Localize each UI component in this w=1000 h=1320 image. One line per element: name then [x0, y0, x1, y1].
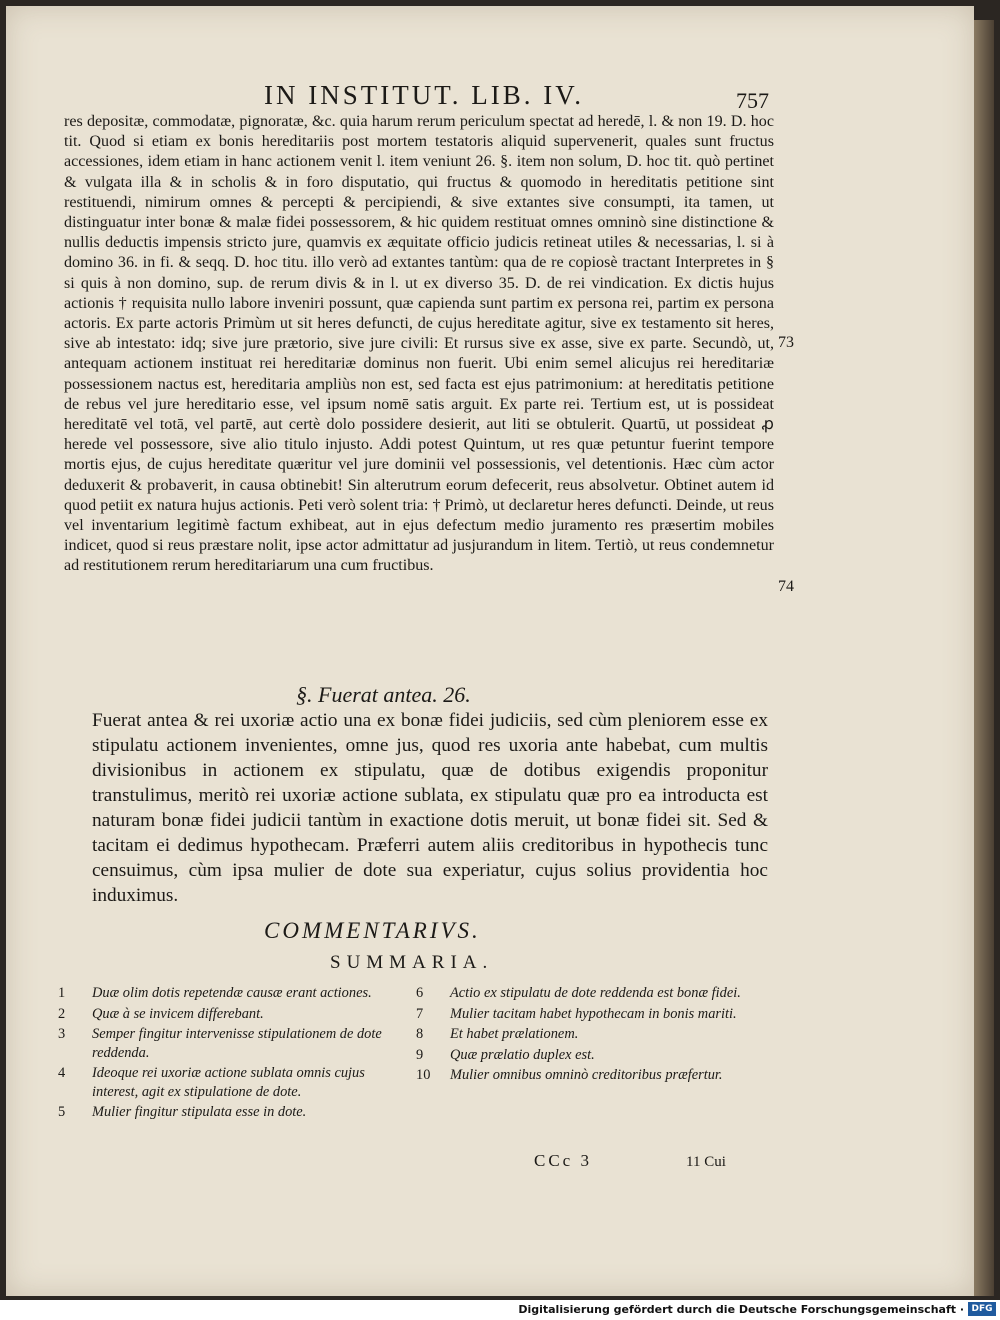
page-content: [6, 6, 974, 1296]
summaria-item: [58, 1025, 403, 1062]
commentary-text: res depositæ, commodatæ, pignoratæ, &c. quia harum rerum periculum spectat ad heredē, l. & non 19. D. hoc tit. Quod si etiam ex bonis hereditariis post mortem testatoris aliquid supervenerit, quales sunt fructus accessiones, idem etiam in hanc actionem venit l. item veniunt 26. §. item non solum, D. hoc tit. quò pertinet & vulgata illa & in scholis & in foro disputatio, qui fructus & quomodo in hereditatis petitione sint restituendi, nimirum omnes & percepti & percipiendi, & sive extantes sive consumpti, ita tamen, ut distinguatur inter bonæ & malæ fidei possessorem, & hic quidem restituat omnes omninò sine distinctione & nullis deductis impensis stricto jure, quamvis ex æquitate officio judicis retineat utiles & necessarias, l. si à domino 36. in fi. & seqq. D. hoc titu. illo verò ad extantes tantùm: qua de re copiosè tractant Interpretes in § si quis à non domino, sup. de rerum divis & in l. ut ex diverso 35. D. de rei vindication. Ex dictis hujus actionis † requisita nullo labore inveniri possunt, quæ capienda sunt partim ex persona rei, partim ex persona actoris. Ex parte actoris Primùm ut sit heres defuncti, de cujus hereditate agitur, sive ex testamento sit heres, sive ab intestato: idq; sive jure prætorio, sive jure civili: Et rursus sive ex asse, sive ex parte. Secundò, ut, antequam actionem instituat rei hereditariæ dominus non fuerit. Ubi enim semel alicujus rei hereditariæ possessionem nactus est, hereditaria ampliùs non est, sed facta est ejus patrimonium: at hereditatis petitione de rebus vel jure hereditario esse, vel ipsum nomē satis arguit. Ex parte rei. Tertium est, ut is possideat hereditatē vel totā, vel partē, aut certè dolo possidere desierit, aut liti se obtulerit. Quartū, ut possideat ꝓ herede vel possessore, sive alio titulo injusto. Addi potest Quintum, ut res quæ petuntur fuerint tempore mortis ejus, de cujus hereditate quæritur vel jure dominii vel possessionis, vel detentionis. Hæc cùm actor deduxerit & probaverit, in causa obtinebit! Sin alterutrum eorum defecerit, reus absolvetur. Obtinet autem id quod petiit ex natura hujus actionis. Peti verò solent tria: † Primò, ut declaretur heres defuncti. Deinde, ut reus vel inventarium legitimè factum exhibeat, aut in ejus defectum medio juramento res præsertim mobiles indicet, quod si reus præstare nolit, ipse actor admittatur ad jusjurandum in litem. Tertiò, ut reus condemnetur ad restitutionem rerum hereditariarum una cum fructibus.: [64, 113, 774, 575]
catchword: 11 Cui: [686, 1154, 726, 1170]
summaria-num: 2: [58, 1005, 66, 1022]
section-text: [92, 708, 768, 908]
summaria-title: SUMMARIA.: [330, 952, 494, 973]
summaria-num: 8: [416, 1026, 424, 1042]
margin-number: 74: [778, 578, 794, 595]
summaria-right-column: [416, 984, 771, 1087]
summaria-num: 5: [58, 1104, 66, 1120]
scanned-page: [6, 6, 974, 1296]
commentary-paragraph: [64, 112, 774, 577]
summaria-text: Quæ prælatio duplex est.: [450, 1046, 595, 1063]
book-edge: [974, 20, 994, 1296]
summaria-text: Mulier tacitam habet hypothecam in bonis mariti.: [450, 1005, 737, 1022]
section-heading: §. Fuerat antea. 26.: [296, 682, 471, 707]
summaria-item: [416, 1005, 771, 1024]
summaria-num: 1: [58, 985, 66, 1001]
summaria-text: Mulier omnibus omninò creditoribus præfertur.: [450, 1067, 723, 1083]
digitization-footer: [0, 1300, 1000, 1320]
summaria-num: 3: [58, 1026, 66, 1042]
running-head: IN INSTITUT. LIB. IV.: [264, 80, 584, 110]
summaria-item: [58, 984, 403, 1003]
summaria-num: 10: [416, 1067, 431, 1083]
margin-number: 73: [778, 334, 794, 351]
summaria-item: [416, 984, 771, 1003]
summaria-item: [416, 1025, 771, 1044]
page-number: 757: [736, 88, 769, 113]
summaria-left-column: [58, 984, 403, 1124]
summaria-num: 9: [416, 1046, 424, 1063]
summaria-text: Semper fingitur intervenisse stipulationem de dote reddenda.: [92, 1026, 382, 1061]
footer-credit[interactable]: Digitalisierung gefördert durch die Deutsche Forschungsgemeinschaft ·: [518, 1303, 964, 1316]
summaria-item: [58, 1064, 403, 1101]
summaria-text: Et habet prælationem.: [450, 1026, 579, 1042]
summaria-item: [58, 1005, 403, 1024]
summaria-num: 7: [416, 1005, 424, 1022]
summaria-item: [58, 1103, 403, 1122]
summaria-text: Mulier fingitur stipulata esse in dote.: [92, 1104, 307, 1120]
summaria-text: Ideoque rei uxoriæ actione sublata omnis cujus interest, agit ex stipulatione de dote.: [92, 1065, 365, 1100]
summaria-text: Actio ex stipulatu de dote reddenda est bonæ fidei.: [450, 985, 741, 1001]
summaria-text: Quæ à se invicem differebant.: [92, 1005, 264, 1022]
section-paragraph: Fuerat antea & rei uxoriæ actio una ex bonæ fidei judiciis, sed cùm pleniorem esse ex stipulatu actionem invenientes, omne jus, quod res uxoria ante habebat, cum multis divisionibus in actionem ex stipulatu, quæ de dotibus exigendis proponitur transtulimus, meritò rei uxoriæ actione sublata, ex stipulatu quæ pro ea introducta est naturam bonæ fidei judicii tantùm in exactione dotis meruit, ut bonæ fidei sit. Sed & tacitam ei dedimus hypothecam. Præferri autem aliis creditoribus in hypothecis tunc censuimus, cùm ipsa mulier de dote sua experiatur, cujus solius providentia hoc induximus.: [92, 710, 768, 906]
summaria-item: [416, 1066, 771, 1085]
signature-mark: CCc 3: [534, 1151, 592, 1170]
dfg-logo-icon[interactable]: DFG: [968, 1302, 996, 1316]
summaria-text: Duæ olim dotis repetendæ causæ erant actiones.: [92, 985, 372, 1001]
summaria-num: 6: [416, 985, 424, 1001]
commentary-title: COMMENTARIVS.: [264, 918, 481, 943]
summaria-num: 4: [58, 1065, 66, 1081]
summaria-item: [416, 1046, 771, 1065]
